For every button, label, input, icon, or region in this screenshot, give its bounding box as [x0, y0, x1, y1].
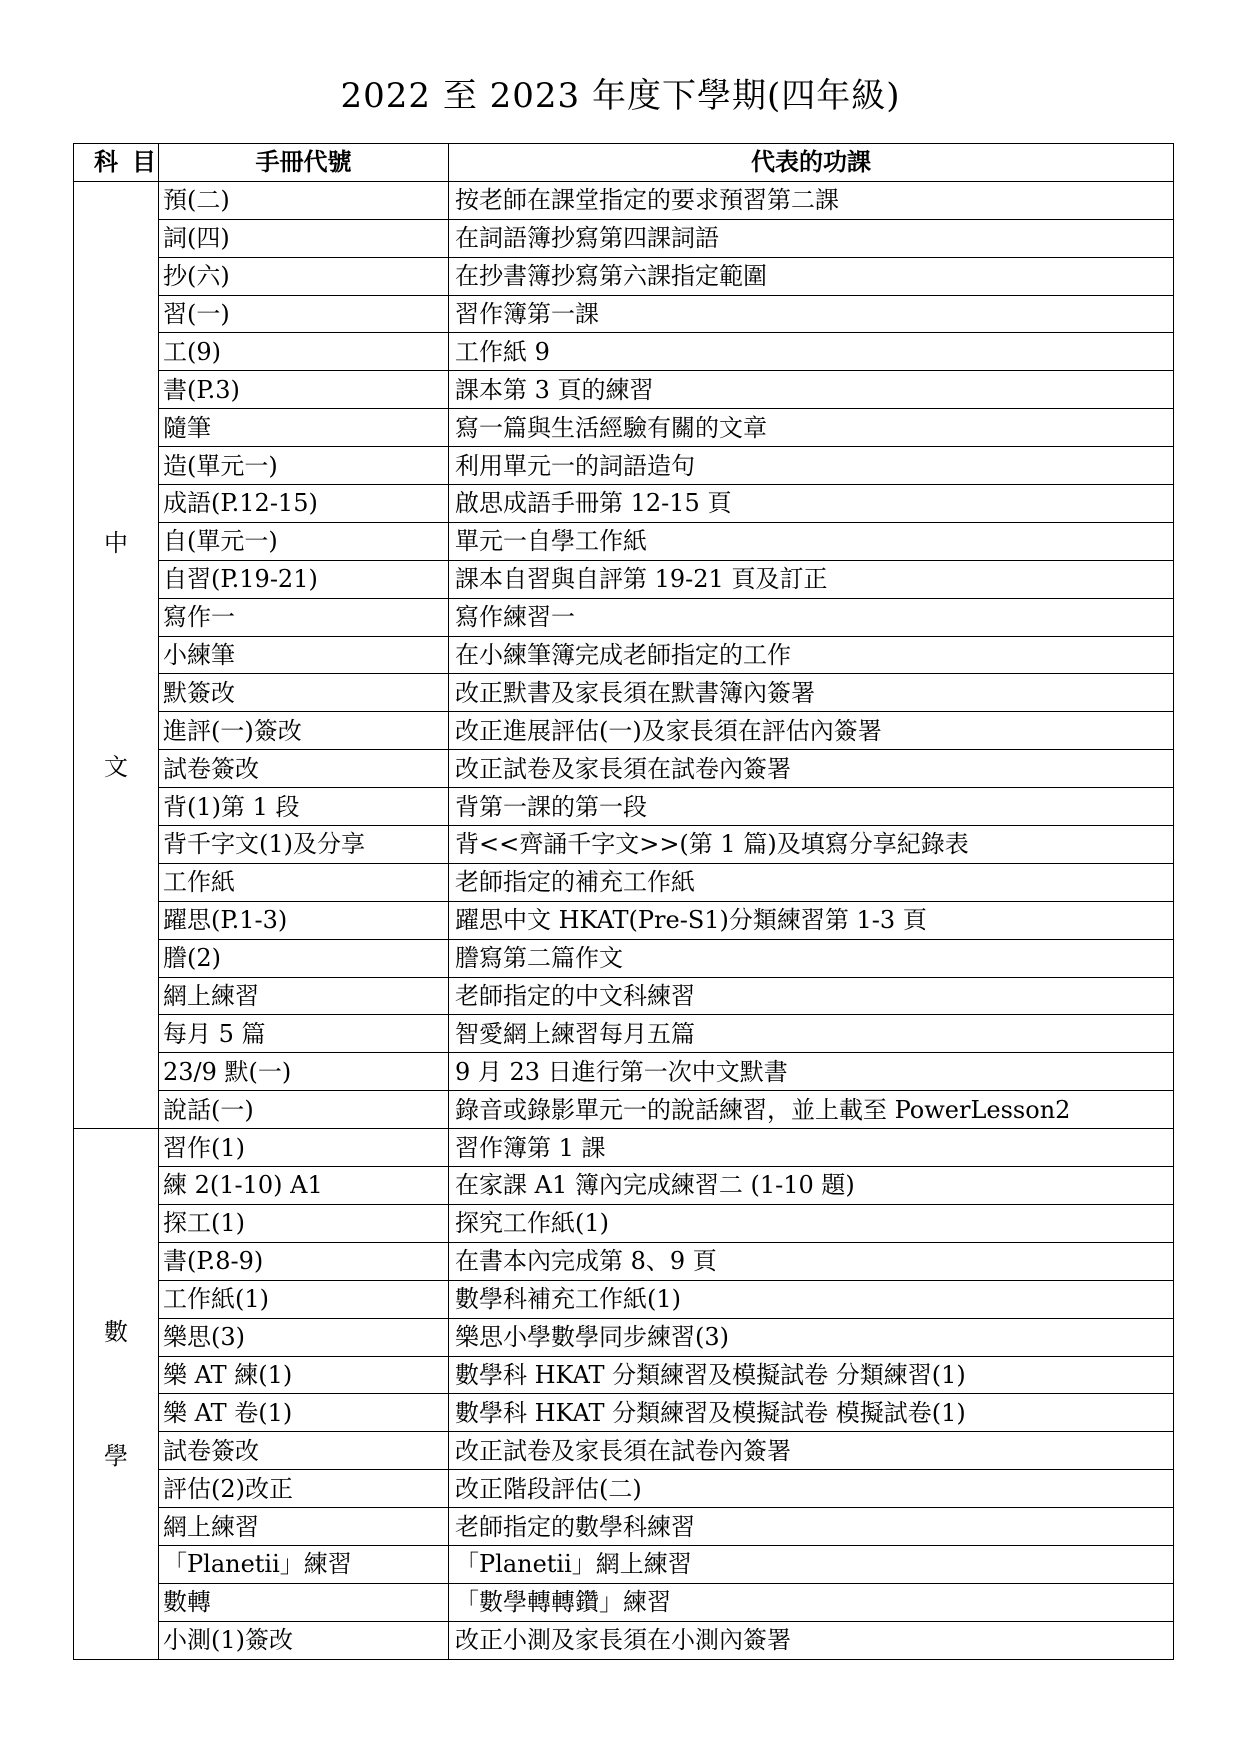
description-cell: 寫一篇與生活經驗有關的文章 [449, 409, 1174, 447]
header-subject: 科目 [74, 144, 159, 182]
table-row [74, 560, 1174, 598]
code-cell: 背(1)第 1 段 [159, 788, 449, 826]
code-cell: 自(單元一) [159, 522, 449, 560]
table-row [74, 788, 1174, 826]
table-row [74, 371, 1174, 409]
code-cell: 習作(1) [159, 1129, 449, 1167]
code-cell: 抄(六) [159, 257, 449, 295]
description-cell: 改正階段評估(二) [449, 1470, 1174, 1508]
table-row [74, 485, 1174, 523]
code-cell: 每月 5 篇 [159, 1015, 449, 1053]
code-cell: 工(9) [159, 333, 449, 371]
description-cell: 數學科補充工作紙(1) [449, 1280, 1174, 1318]
description-cell: 9 月 23 日進行第一次中文默書 [449, 1053, 1174, 1091]
code-cell: 樂思(3) [159, 1318, 449, 1356]
table-row [74, 1470, 1174, 1508]
code-cell: 書(P.8-9) [159, 1242, 449, 1280]
description-cell: 「Planetii」網上練習 [449, 1545, 1174, 1583]
code-cell: 隨筆 [159, 409, 449, 447]
code-cell: 樂 AT 練(1) [159, 1356, 449, 1394]
table-row [74, 1394, 1174, 1432]
description-cell: 謄寫第二篇作文 [449, 939, 1174, 977]
code-cell: 進評(一)簽改 [159, 712, 449, 750]
description-cell: 老師指定的數學科練習 [449, 1508, 1174, 1546]
table-row [74, 1583, 1174, 1621]
code-cell: 背千字文(1)及分享 [159, 826, 449, 864]
table-row [74, 1167, 1174, 1205]
table-row [74, 1318, 1174, 1356]
subject-char: 學 [104, 1441, 128, 1470]
subject-label [74, 529, 158, 782]
description-cell: 錄音或錄影單元一的說話練習，並上載至 PowerLesson2 [449, 1091, 1174, 1129]
description-cell: 工作紙 9 [449, 333, 1174, 371]
code-cell: 預(二) [159, 181, 449, 219]
description-cell: 改正試卷及家長須在試卷內簽署 [449, 1432, 1174, 1470]
table-row [74, 409, 1174, 447]
description-cell: 背第一課的第一段 [449, 788, 1174, 826]
table-row [74, 1356, 1174, 1394]
description-cell: 單元一自學工作紙 [449, 522, 1174, 560]
description-cell: 智愛網上練習每月五篇 [449, 1015, 1174, 1053]
table-row [74, 636, 1174, 674]
description-cell: 按老師在課堂指定的要求預習第二課 [449, 181, 1174, 219]
code-cell: 詞(四) [159, 219, 449, 257]
description-cell: 數學科 HKAT 分類練習及模擬試卷 分類練習(1) [449, 1356, 1174, 1394]
code-cell: 寫作一 [159, 598, 449, 636]
header-code: 手冊代號 [159, 144, 449, 182]
description-cell: 躍思中文 HKAT(Pre-S1)分類練習第 1-3 頁 [449, 901, 1174, 939]
description-cell: 寫作練習一 [449, 598, 1174, 636]
subject-label [74, 1317, 158, 1470]
table-row [74, 1621, 1174, 1659]
table-row [74, 901, 1174, 939]
description-cell: 課本自習與自評第 19-21 頁及訂正 [449, 560, 1174, 598]
code-cell: 躍思(P.1-3) [159, 901, 449, 939]
subject-cell [74, 181, 159, 1128]
table-row [74, 977, 1174, 1015]
code-cell: 習(一) [159, 295, 449, 333]
code-cell: 謄(2) [159, 939, 449, 977]
description-cell: 老師指定的補充工作紙 [449, 863, 1174, 901]
code-cell: 工作紙 [159, 863, 449, 901]
code-cell: 數轉 [159, 1583, 449, 1621]
table-row [74, 522, 1174, 560]
description-cell: 老師指定的中文科練習 [449, 977, 1174, 1015]
description-cell: 背<<齊誦千字文>>(第 1 篇)及填寫分享紀錄表 [449, 826, 1174, 864]
subject-char: 數 [104, 1317, 128, 1346]
table-row [74, 257, 1174, 295]
description-cell: 在詞語簿抄寫第四課詞語 [449, 219, 1174, 257]
table-row [74, 1091, 1174, 1129]
description-cell: 改正試卷及家長須在試卷內簽署 [449, 750, 1174, 788]
subject-char: 中 [104, 529, 128, 558]
code-cell: 書(P.3) [159, 371, 449, 409]
description-cell: 樂思小學數學同步練習(3) [449, 1318, 1174, 1356]
table-row [74, 826, 1174, 864]
description-cell: 改正進展評估(一)及家長須在評估內簽署 [449, 712, 1174, 750]
description-cell: 數學科 HKAT 分類練習及模擬試卷 模擬試卷(1) [449, 1394, 1174, 1432]
code-cell: 練 2(1-10) A1 [159, 1167, 449, 1205]
table-row [74, 1242, 1174, 1280]
table-row [74, 1280, 1174, 1318]
code-cell: 小練筆 [159, 636, 449, 674]
table-row [74, 1545, 1174, 1583]
description-cell: 習作簿第一課 [449, 295, 1174, 333]
table-row [74, 181, 1174, 219]
table-row [74, 447, 1174, 485]
code-cell: 評估(2)改正 [159, 1470, 449, 1508]
code-cell: 樂 AT 卷(1) [159, 1394, 449, 1432]
description-cell: 改正默書及家長須在默書簿內簽署 [449, 674, 1174, 712]
header-description: 代表的功課 [449, 144, 1174, 182]
code-cell: 工作紙(1) [159, 1280, 449, 1318]
code-cell: 「Planetii」練習 [159, 1545, 449, 1583]
table-row [74, 1432, 1174, 1470]
code-cell: 探工(1) [159, 1204, 449, 1242]
page-title: 2022 至 2023 年度下學期(四年級) [340, 76, 901, 116]
code-cell: 成語(P.12-15) [159, 485, 449, 523]
code-cell: 網上練習 [159, 1508, 449, 1546]
table-row [74, 295, 1174, 333]
table-row [74, 219, 1174, 257]
description-cell: 「數學轉轉鑽」練習 [449, 1583, 1174, 1621]
subject-char: 文 [104, 753, 128, 782]
code-cell: 23/9 默(一) [159, 1053, 449, 1091]
table-row [74, 863, 1174, 901]
description-cell: 利用單元一的詞語造句 [449, 447, 1174, 485]
description-cell: 課本第 3 頁的練習 [449, 371, 1174, 409]
code-cell: 試卷簽改 [159, 750, 449, 788]
description-cell: 在家課 A1 簿內完成練習二 (1-10 題) [449, 1167, 1174, 1205]
description-cell: 啟思成語手冊第 12-15 頁 [449, 485, 1174, 523]
table-row [74, 1508, 1174, 1546]
code-cell: 小測(1)簽改 [159, 1621, 449, 1659]
description-cell: 習作簿第 1 課 [449, 1129, 1174, 1167]
subject-cell [74, 1129, 159, 1659]
homework-code-table [73, 143, 1174, 1660]
table-row [74, 333, 1174, 371]
table-row [74, 939, 1174, 977]
table-row [74, 674, 1174, 712]
description-cell: 探究工作紙(1) [449, 1204, 1174, 1242]
code-cell: 默簽改 [159, 674, 449, 712]
table-row [74, 750, 1174, 788]
table-body [74, 181, 1174, 1659]
description-cell: 改正小測及家長須在小測內簽署 [449, 1621, 1174, 1659]
table-row [74, 598, 1174, 636]
table-row [74, 1129, 1174, 1167]
code-cell: 試卷簽改 [159, 1432, 449, 1470]
description-cell: 在書本內完成第 8、9 頁 [449, 1242, 1174, 1280]
code-cell: 說話(一) [159, 1091, 449, 1129]
description-cell: 在抄書簿抄寫第六課指定範圍 [449, 257, 1174, 295]
table-header-row [74, 144, 1174, 182]
table-row [74, 1015, 1174, 1053]
code-cell: 自習(P.19-21) [159, 560, 449, 598]
table-row [74, 1053, 1174, 1091]
table-row [74, 712, 1174, 750]
code-cell: 造(單元一) [159, 447, 449, 485]
table-row [74, 1204, 1174, 1242]
description-cell: 在小練筆簿完成老師指定的工作 [449, 636, 1174, 674]
code-cell: 網上練習 [159, 977, 449, 1015]
